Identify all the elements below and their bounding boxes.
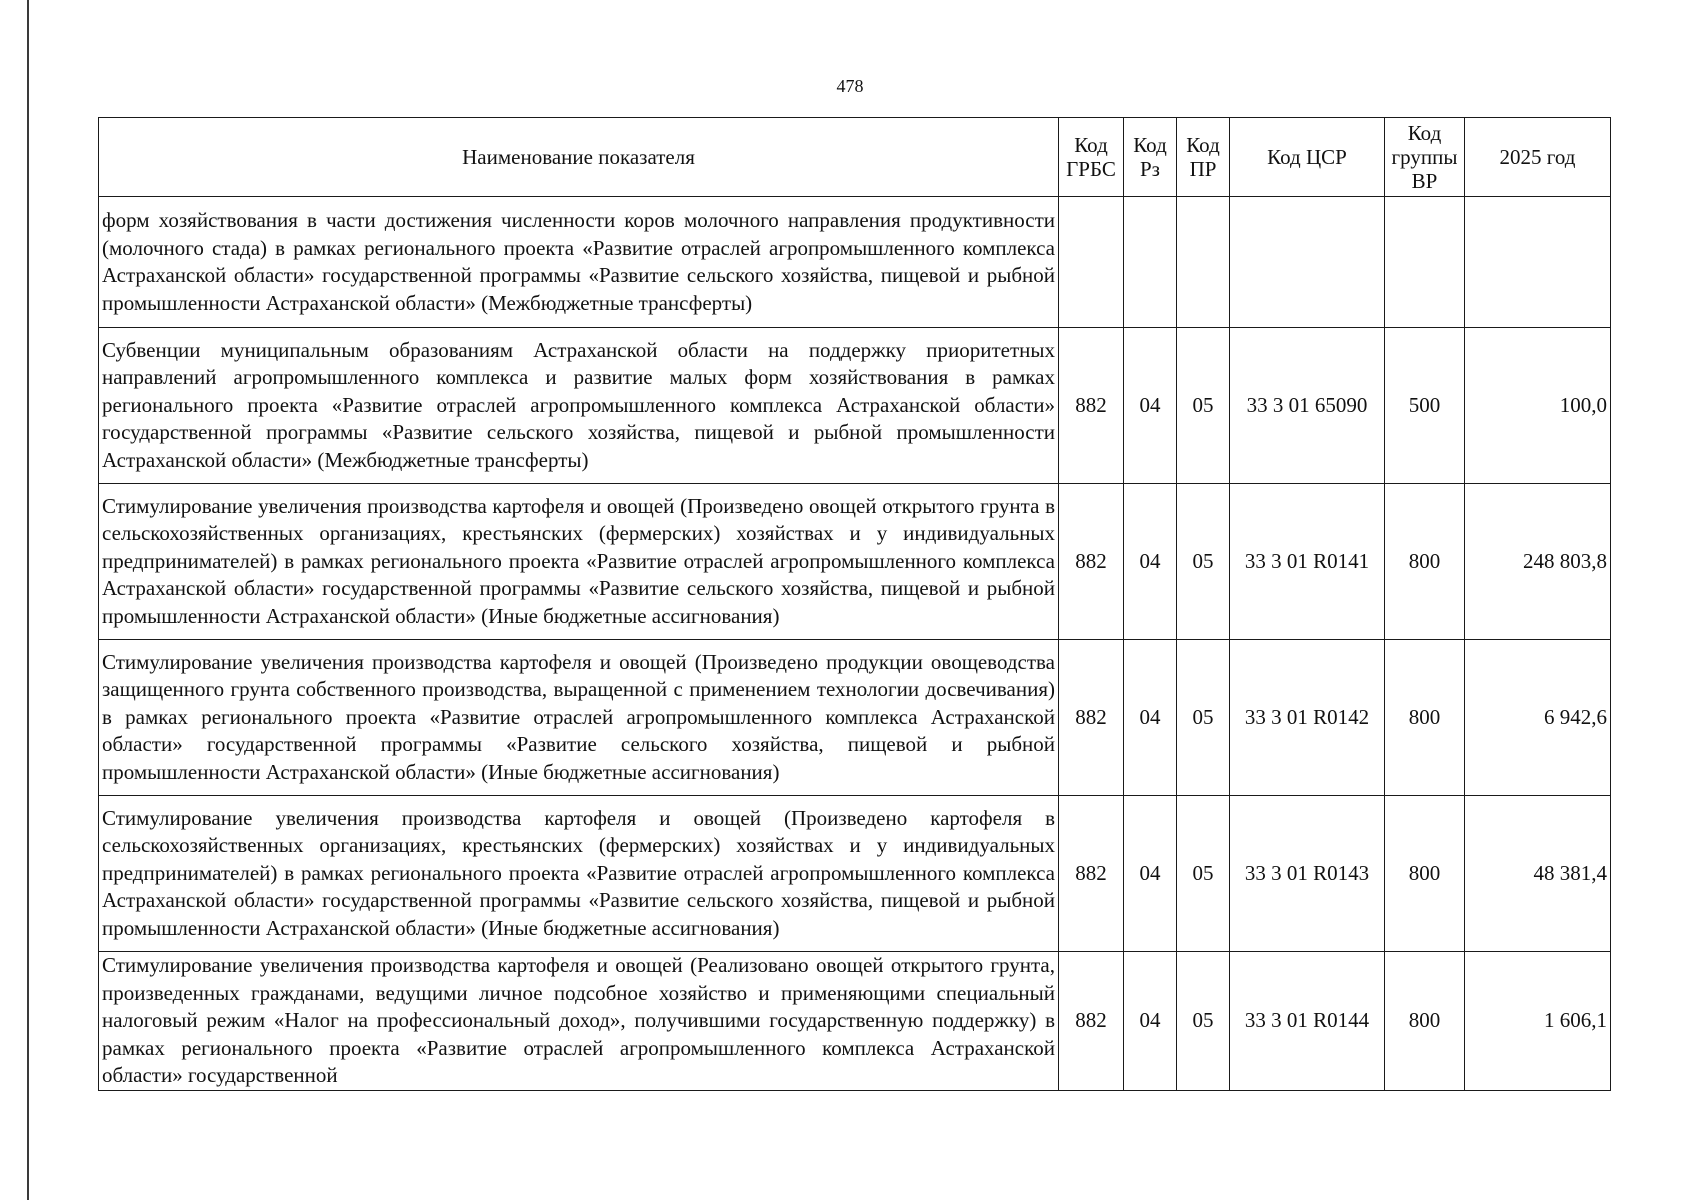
table-row bbox=[99, 197, 1611, 328]
row-csr: 33 3 01 R0144 bbox=[1230, 952, 1385, 1091]
header-grbs bbox=[1059, 118, 1124, 197]
row-vr: 500 bbox=[1385, 328, 1465, 484]
row-rz: 04 bbox=[1124, 796, 1177, 952]
table-row bbox=[99, 640, 1611, 796]
row-description: Стимулирование увеличения производства картофеля и овощей (Произведено картофеля в сельскохозяйственных организациях, крестьянских (фермерских) хозяйствах и у индивидуальных предпринимателей) в рамках регионального проекта «Развитие отраслей агропромышленного комплекса Астраханской области» государственной программы «Развитие сельского хозяйства, пищевой и рыбной промышленности Астраханской области» (Иные бюджетные ассигнования) bbox=[99, 796, 1059, 952]
row-pr: 05 bbox=[1177, 640, 1230, 796]
row-vr: 800 bbox=[1385, 796, 1465, 952]
row-description: Стимулирование увеличения производства картофеля и овощей (Реализовано овощей открытого грунта, произведенных гражданами, ведущими личное подсобное хозяйство и применяющими специальный налоговый режим «Налог на профессиональный доход», получившими государственную поддержку) в рамках регионального проекта «Развитие отраслей агропромышленного комплекса Астраханской области» государственной bbox=[99, 952, 1059, 1091]
row-grbs: 882 bbox=[1059, 484, 1124, 640]
header-pr-line1: Код bbox=[1186, 133, 1220, 157]
row-description: Субвенции муниципальным образованиям Астраханской области на поддержку приоритетных направлений агропромышленного комплекса и развитие малых форм хозяйствования в рамках регионального проекта «Развитие отраслей агропромышленного комплекса Астраханской области» государственной программы «Развитие сельского хозяйства, пищевой и рыбной промышленности Астраханской области» (Межбюджетные трансферты) bbox=[99, 328, 1059, 484]
row-rz bbox=[1124, 197, 1177, 328]
table-row bbox=[99, 796, 1611, 952]
header-vr bbox=[1385, 118, 1465, 197]
row-amount: 48 381,4 bbox=[1465, 796, 1611, 952]
row-csr bbox=[1230, 197, 1385, 328]
row-pr: 05 bbox=[1177, 952, 1230, 1091]
row-csr: 33 3 01 R0142 bbox=[1230, 640, 1385, 796]
row-pr: 05 bbox=[1177, 328, 1230, 484]
row-rz: 04 bbox=[1124, 484, 1177, 640]
row-vr bbox=[1385, 197, 1465, 328]
row-grbs: 882 bbox=[1059, 796, 1124, 952]
row-rz: 04 bbox=[1124, 952, 1177, 1091]
header-rz bbox=[1124, 118, 1177, 197]
row-amount: 100,0 bbox=[1465, 328, 1611, 484]
row-pr: 05 bbox=[1177, 796, 1230, 952]
row-grbs: 882 bbox=[1059, 640, 1124, 796]
table-row bbox=[99, 484, 1611, 640]
table-header-row bbox=[99, 118, 1611, 197]
header-vr-line3: ВР bbox=[1411, 169, 1438, 193]
header-grbs-line1: Код bbox=[1074, 133, 1108, 157]
row-csr: 33 3 01 R0141 bbox=[1230, 484, 1385, 640]
header-year: 2025 год bbox=[1465, 118, 1611, 197]
header-rz-line1: Код bbox=[1133, 133, 1167, 157]
row-csr: 33 3 01 65090 bbox=[1230, 328, 1385, 484]
row-vr: 800 bbox=[1385, 952, 1465, 1091]
row-vr: 800 bbox=[1385, 640, 1465, 796]
left-margin-line bbox=[27, 0, 29, 1200]
row-amount: 1 606,1 bbox=[1465, 952, 1611, 1091]
row-description: Стимулирование увеличения производства картофеля и овощей (Произведено продукции овощеводства защищенного грунта собственного производства, выращенной с применением технологии досвечивания) в рамках регионального проекта «Развитие отраслей агропромышленного комплекса Астраханской области» государственной программы «Развитие сельского хозяйства, пищевой и рыбной промышленности Астраханской области» (Иные бюджетные ассигнования) bbox=[99, 640, 1059, 796]
header-vr-line1: Код bbox=[1407, 121, 1442, 145]
row-grbs: 882 bbox=[1059, 952, 1124, 1091]
row-grbs bbox=[1059, 197, 1124, 328]
table-row bbox=[99, 952, 1611, 1091]
row-csr: 33 3 01 R0143 bbox=[1230, 796, 1385, 952]
table-row bbox=[99, 328, 1611, 484]
header-rz-line2: Рз bbox=[1140, 157, 1160, 181]
row-rz: 04 bbox=[1124, 328, 1177, 484]
budget-table bbox=[98, 117, 1611, 1091]
header-csr: Код ЦСР bbox=[1230, 118, 1385, 197]
header-vr-line2: группы bbox=[1391, 145, 1458, 169]
row-amount bbox=[1465, 197, 1611, 328]
row-amount: 248 803,8 bbox=[1465, 484, 1611, 640]
row-pr bbox=[1177, 197, 1230, 328]
row-pr: 05 bbox=[1177, 484, 1230, 640]
row-description: форм хозяйствования в части достижения численности коров молочного направления продуктивности (молочного стада) в рамках регионального проекта «Развитие отраслей агропромышленного комплекса Астраханской области» государственной программы «Развитие сельского хозяйства, пищевой и рыбной промышленности Астраханской области» (Межбюджетные трансферты) bbox=[99, 197, 1059, 328]
row-rz: 04 bbox=[1124, 640, 1177, 796]
header-pr bbox=[1177, 118, 1230, 197]
row-grbs: 882 bbox=[1059, 328, 1124, 484]
row-description: Стимулирование увеличения производства картофеля и овощей (Произведено овощей открытого грунта в сельскохозяйственных организациях, крестьянских (фермерских) хозяйствах и у индивидуальных предпринимателей) в рамках регионального проекта «Развитие отраслей агропромышленного комплекса Астраханской области» государственной программы «Развитие сельского хозяйства, пищевой и рыбной промышленности Астраханской области» (Иные бюджетные ассигнования) bbox=[99, 484, 1059, 640]
header-name: Наименование показателя bbox=[99, 118, 1059, 197]
page-number: 478 bbox=[836, 76, 864, 96]
header-grbs-line2: ГРБС bbox=[1066, 157, 1116, 181]
row-amount: 6 942,6 bbox=[1465, 640, 1611, 796]
row-vr: 800 bbox=[1385, 484, 1465, 640]
header-pr-line2: ПР bbox=[1189, 157, 1217, 181]
